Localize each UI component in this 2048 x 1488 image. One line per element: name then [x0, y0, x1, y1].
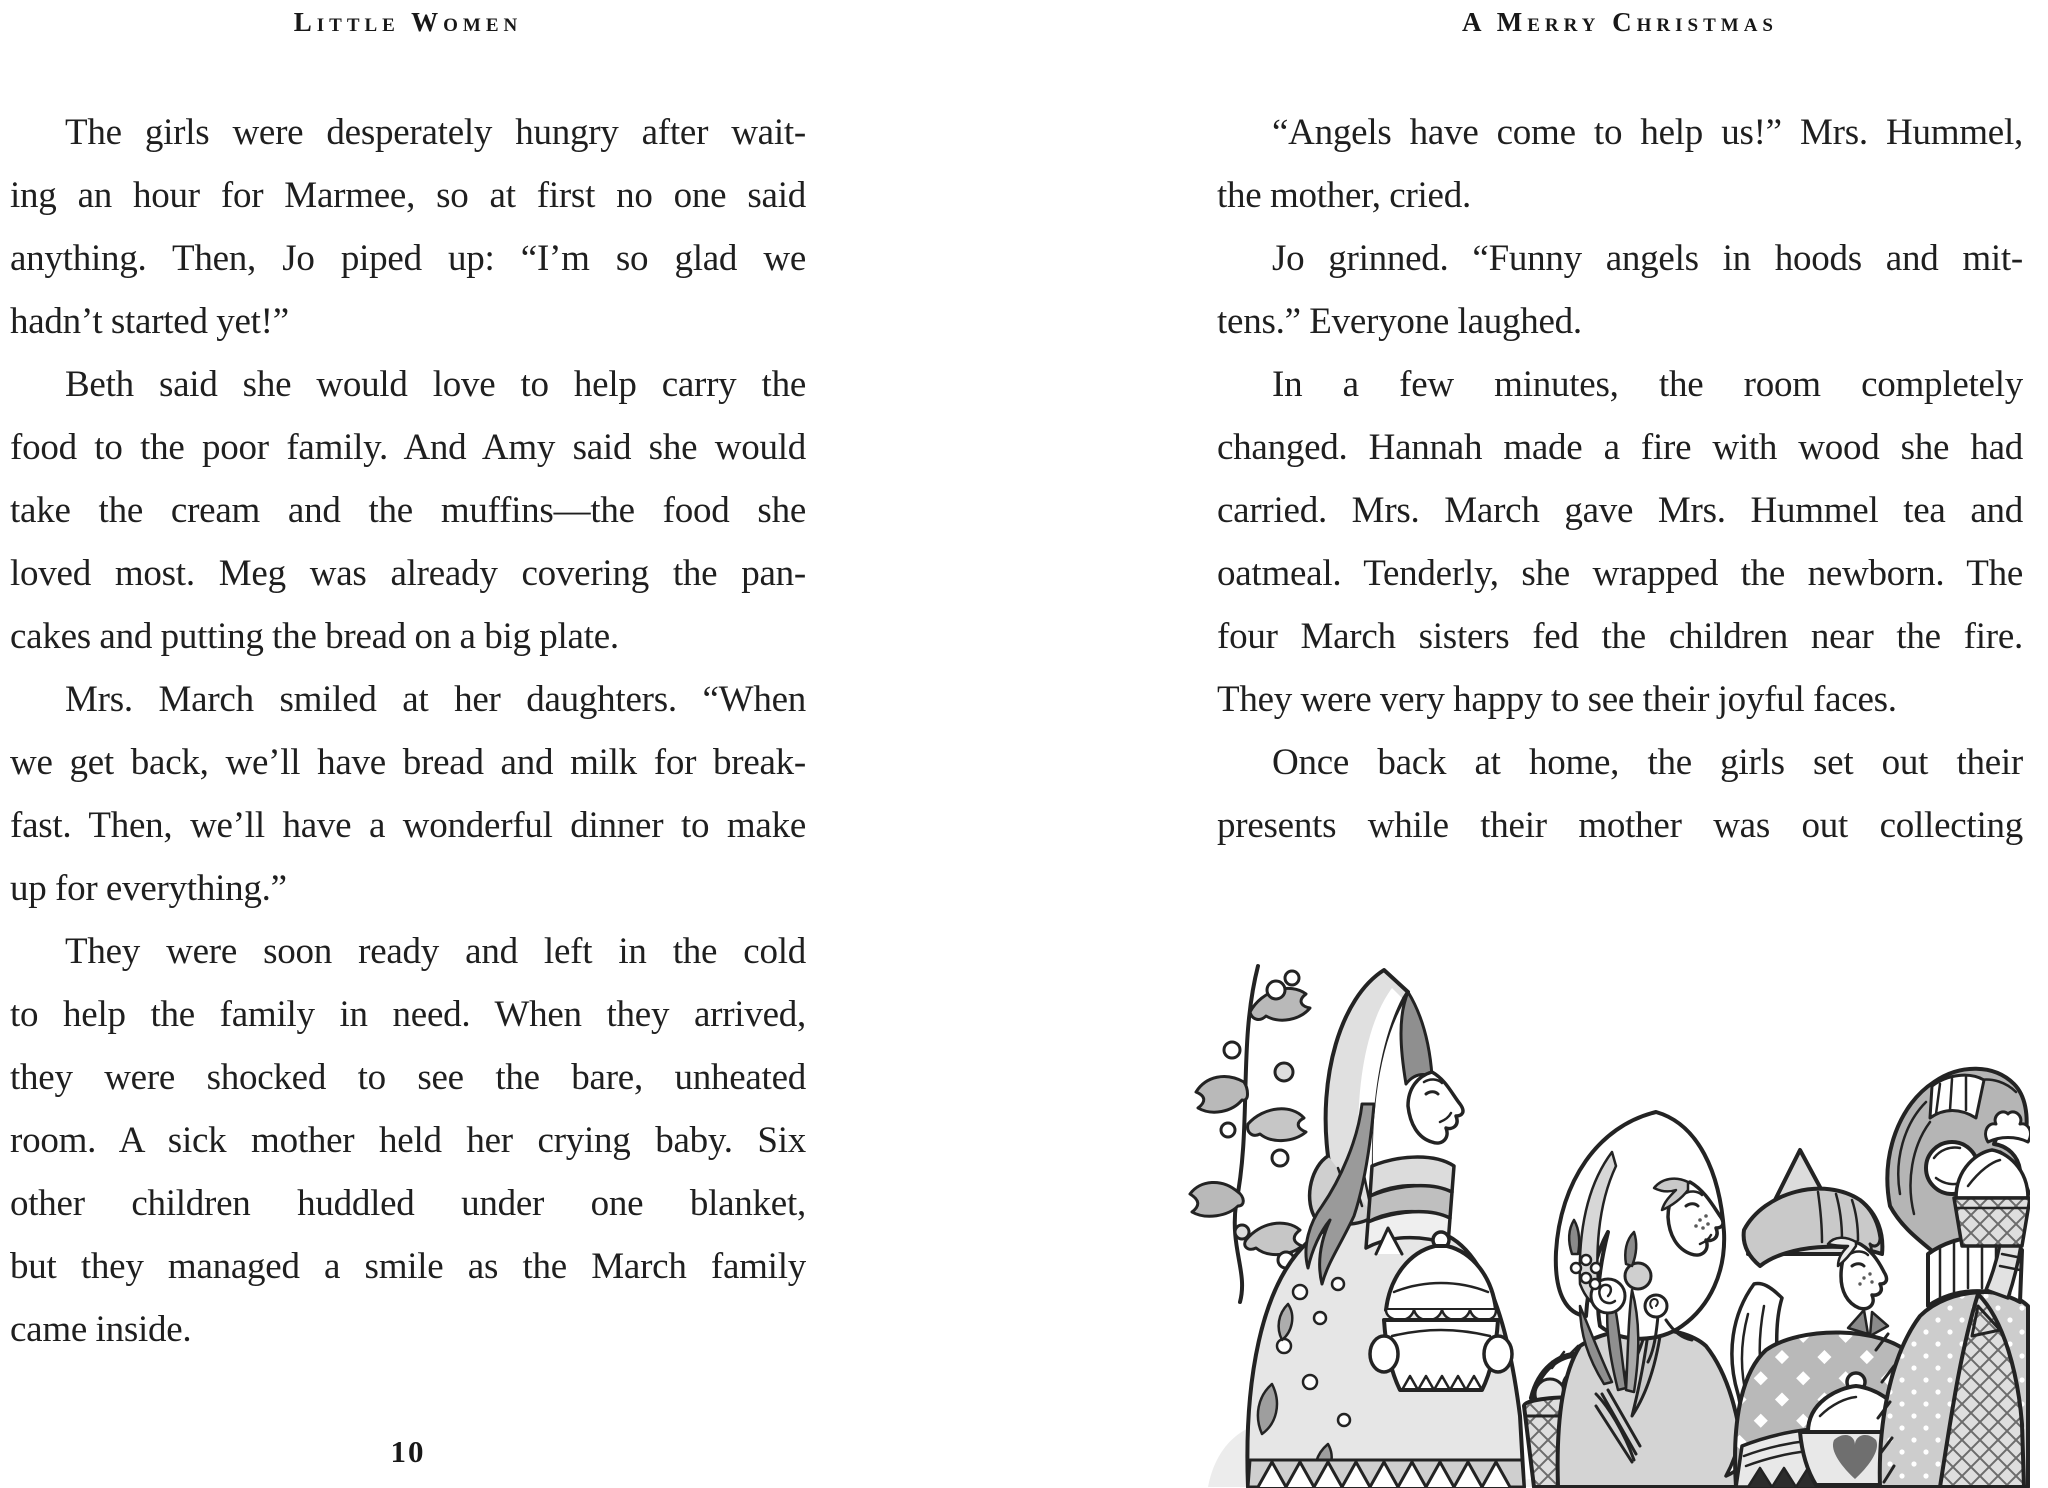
text-line: Once back at home, the girls set out their: [1272, 742, 2023, 783]
text-line: to help the family in need. When they arrived,: [10, 994, 806, 1035]
text-line: room. A sick mother held her crying baby. Six: [10, 1120, 806, 1161]
running-header-left: Little Women: [293, 7, 523, 37]
right-page-text: [1217, 101, 2023, 857]
running-header-right: A Merry Christmas: [1461, 7, 1778, 37]
sister-beth: [1556, 1112, 1746, 1487]
text-line: They were very happy to see their joyful faces.: [1217, 679, 1897, 720]
page-number: 10: [390, 1434, 426, 1469]
text-line: hadn’t started yet!”: [10, 301, 289, 342]
text-line: In a few minutes, the room completely: [1272, 364, 2023, 405]
text-line: tens.” Everyone laughed.: [1217, 301, 1582, 342]
text-line: but they managed a smile as the March family: [10, 1246, 806, 1287]
text-line: anything. Then, Jo piped up: “I’m so glad we: [10, 238, 806, 279]
sister-jo: [1876, 1069, 2030, 1487]
text-line: we get back, we’ll have bread and milk for break-: [10, 742, 806, 783]
holly-sprig-icon: [1190, 966, 1310, 1302]
text-line: take the cream and the muffins—the food she: [10, 490, 806, 531]
text-line: changed. Hannah made a fire with wood she had: [1217, 427, 2023, 468]
text-line: four March sisters fed the children near the fire.: [1217, 616, 2023, 657]
text-line: ing an hour for Marmee, so at first no one said: [10, 175, 806, 216]
text-line: cakes and putting the bread on a big plate.: [10, 616, 619, 657]
text-line: Jo grinned. “Funny angels in hoods and mit-: [1272, 238, 2023, 279]
illustration-march-sisters: [1188, 954, 2030, 1488]
text-line: food to the poor family. And Amy said she would: [10, 427, 806, 468]
text-line: carried. Mrs. March gave Mrs. Hummel tea and: [1217, 490, 2023, 531]
text-line: Mrs. March smiled at her daughters. “When: [65, 679, 806, 720]
text-line: The girls were desperately hungry after wait-: [65, 112, 806, 153]
left-page-text: [10, 101, 806, 1361]
text-line: They were soon ready and left in the cold: [65, 931, 806, 972]
text-line: fast. Then, we’ll have a wonderful dinner to make: [10, 805, 806, 846]
text-line: the mother, cried.: [1217, 175, 1471, 216]
text-line: “Angels have come to help us!” Mrs. Hummel,: [1272, 112, 2023, 153]
text-line: oatmeal. Tenderly, she wrapped the newborn. The: [1217, 553, 2023, 594]
text-line: Beth said she would love to help carry the: [65, 364, 806, 405]
text-line: up for everything.”: [10, 868, 287, 909]
text-line: they were shocked to see the bare, unheated: [10, 1057, 806, 1098]
tureen: [1370, 1228, 1512, 1390]
text-line: presents while their mother was out collecting: [1217, 805, 2023, 846]
text-line: came inside.: [10, 1309, 192, 1350]
text-line: loved most. Meg was already covering the pan-: [10, 553, 806, 594]
text-line: other children huddled under one blanket,: [10, 1183, 806, 1224]
